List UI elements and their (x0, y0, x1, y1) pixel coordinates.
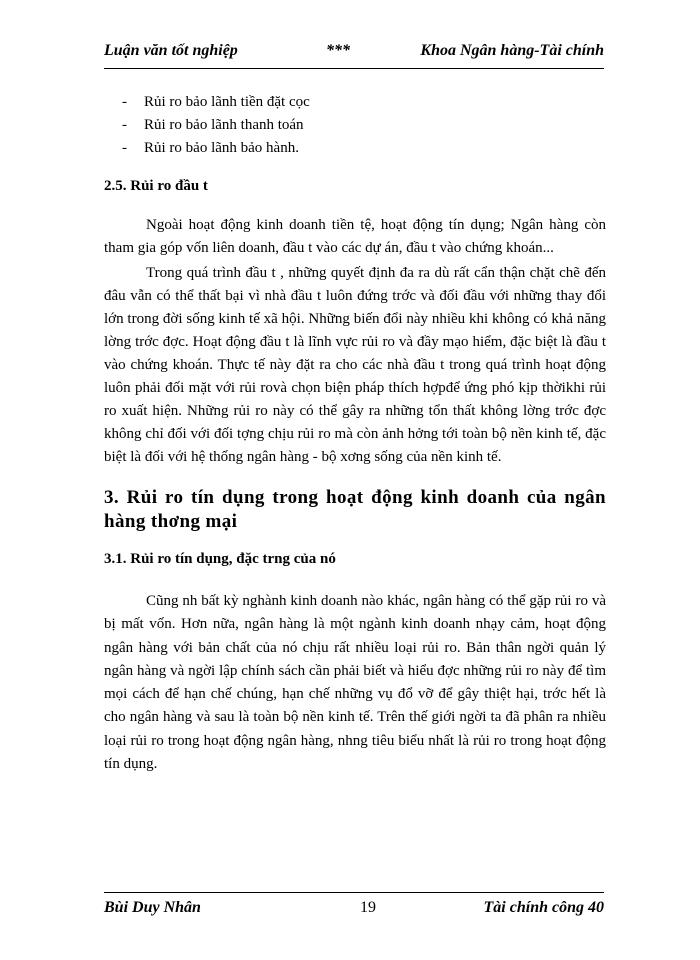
footer-divider (104, 892, 604, 893)
section-heading-3-1: 3.1. Rủi ro tín dụng, đặc trng của nó (104, 551, 336, 567)
list-item-text: Rủi ro bảo lãnh thanh toán (144, 117, 304, 133)
bullet-dash: - (122, 94, 127, 110)
credit-risk-paragraph (104, 590, 606, 776)
bullet-dash: - (122, 140, 127, 156)
list-item-text: Rủi ro bảo lãnh tiền đặt cọc (144, 94, 310, 110)
section-heading-3: 3. Rủi ro tín dụng trong hoạt động kinh doanh của ngân hàng thơng mại (104, 487, 606, 532)
page-header (104, 42, 604, 68)
page-number: 19 (360, 899, 376, 916)
bullet-dash: - (122, 117, 127, 133)
investment-paragraph-2 (104, 262, 606, 469)
paragraph-text: Trong quá trình đầu t , những quyết định đa ra dù rất cẩn thận chặt chẽ đến đâu vẫn có thể thất bại vì nhà đầu t luôn đứng trớc và đối đầu với những thay đổi lớn trong đời sống kinh tế xã hội. Những biến đổi này nhiều khi không có khả năng lờng trớc đợc. Hoạt động đầu t là lĩnh vực rủi ro và đầy mạo hiểm, đặc biệt là đầu t vào chứng khoán. Thực tế này đặt ra cho các nhà đầu t trong quá trình hoạt động luôn phải đối mặt với rủi rovà chọn biện pháp thích hợpđể ứng phó kịp thờikhi rủi ro xuất hiện. Những rủi ro này có thể gây ra những tổn thất không lờng trớc đợc không chỉ đối với đối tợng chịu rủi ro mà còn ảnh hởng tới toàn bộ nền kinh tế, đặc biệt là đối với hệ thống ngân hàng - bộ xơng sống của nền kinh tế. (104, 265, 606, 465)
header-thesis-label: Luận văn tốt nghiệp (104, 42, 238, 59)
paragraph-text: Ngoài hoạt động kinh doanh tiền tệ, hoạt động tín dụng; Ngân hàng còn tham gia góp vốn liên doanh, đầu t vào các dự án, đầu t vào chứng khoán... (104, 217, 606, 256)
paragraph-text: Cũng nh bất kỳ nghành kinh doanh nào khác, ngân hàng có thể gặp rủi ro và bị mất vốn. Hơn nữa, ngân hàng là một ngành kinh doanh nhạy cảm, hoạt động ngân hàng với bản chất của nó chịu rất nhiều loại rủi ro. Bản thân ngời quản lý ngân hàng và ngời lập chính sách cần phải biết và hiểu đợc những rủi ro này để tìm mọi cách để hạn chế chúng, hạn chế những vụ đổ vỡ để gây thiệt hại, trớc hết là cho ngân hàng và sau là toàn bộ nền kinh tế. Trên thế giới ngời ta đã phân ra nhiều loại rủi ro trong hoạt động ngân hàng, nhng tiêu biểu nhất là rủi ro trong hoạt động tín dụng. (104, 593, 606, 773)
footer-course: Tài chính công 40 (483, 899, 604, 916)
list-item-text: Rủi ro bảo lãnh bảo hành. (144, 140, 299, 156)
header-separator: *** (326, 42, 350, 59)
header-faculty-label: Khoa Ngân hàng-Tài chính (420, 42, 604, 59)
investment-paragraph-1 (104, 214, 606, 260)
section-heading-2-5: 2.5. Rủi ro đầu t (104, 178, 208, 194)
footer-author: Bùi Duy Nhân (104, 899, 201, 916)
page-footer (104, 899, 604, 923)
header-divider (104, 68, 604, 69)
